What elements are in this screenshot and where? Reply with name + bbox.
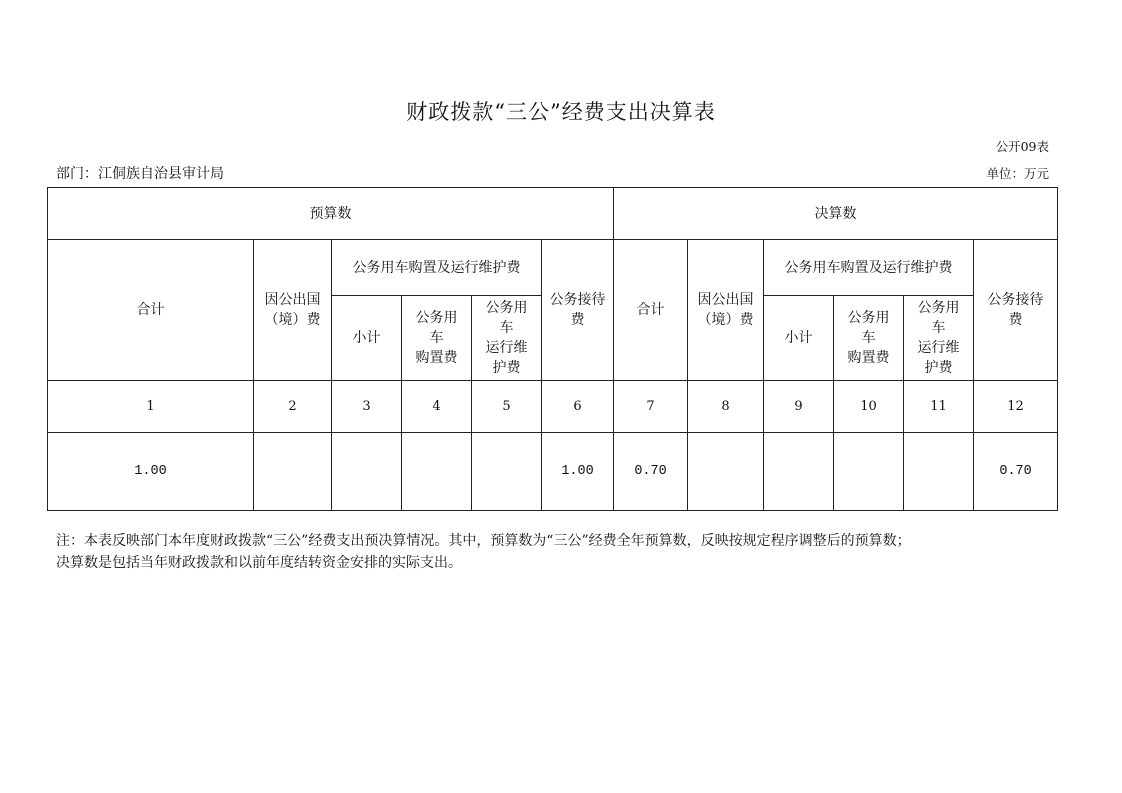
unit-label: 单位：万元 [986, 166, 1049, 181]
footnote-line-1: 注：本表反映部门本年度财政拨款“三公”经费支出预决算情况。其中，预算数为“三公”经费全年预算数，反映按规定程序调整后的预算数； [56, 533, 911, 549]
column-number: 6 [542, 381, 614, 433]
budget-subtotal-header: 小计 [332, 296, 402, 381]
final-purchase-header: 公务用 车 购置费 [834, 296, 904, 381]
budget-abroad-value [254, 433, 332, 511]
column-number: 11 [904, 381, 974, 433]
footnote-line-2: 决算数是包括当年财政拨款和以前年度结转资金安排的实际支出。 [56, 555, 462, 571]
column-number-row [48, 381, 1058, 433]
data-row [48, 433, 1058, 511]
column-number: 7 [614, 381, 688, 433]
budget-total-value: 1.00 [48, 433, 254, 511]
budget-group-header: 预算数 [48, 188, 614, 240]
column-number: 10 [834, 381, 904, 433]
final-purchase-value [834, 433, 904, 511]
final-total-value: 0.70 [614, 433, 688, 511]
column-number: 9 [764, 381, 834, 433]
department-label: 部门：江侗族自治县审计局 [56, 166, 224, 182]
budget-abroad-header: 因公出国 （境）费 [254, 240, 332, 381]
final-group-header: 决算数 [614, 188, 1058, 240]
final-abroad-value [688, 433, 764, 511]
column-number: 12 [974, 381, 1058, 433]
final-maintenance-value [904, 433, 974, 511]
final-total-header: 合计 [614, 240, 688, 381]
budget-subtotal-value [332, 433, 402, 511]
final-reception-header: 公务接待 费 [974, 240, 1058, 381]
final-subtotal-value [764, 433, 834, 511]
final-maintenance-header: 公务用 车 运行维 护费 [904, 296, 974, 381]
budget-maintenance-value [472, 433, 542, 511]
budget-maintenance-header: 公务用 车 运行维 护费 [472, 296, 542, 381]
report-title: 财政拨款“三公”经费支出决算表 [406, 100, 716, 124]
footnote [56, 530, 1056, 574]
expenditure-table [47, 187, 1058, 511]
column-number: 8 [688, 381, 764, 433]
final-subtotal-header: 小计 [764, 296, 834, 381]
group-header-row [48, 188, 1058, 240]
column-number: 3 [332, 381, 402, 433]
column-number: 4 [402, 381, 472, 433]
column-number: 2 [254, 381, 332, 433]
budget-vehicle-group-header: 公务用车购置及运行维护费 [332, 240, 542, 296]
final-vehicle-group-header: 公务用车购置及运行维护费 [764, 240, 974, 296]
final-reception-value: 0.70 [974, 433, 1058, 511]
budget-total-header: 合计 [48, 240, 254, 381]
budget-reception-value: 1.00 [542, 433, 614, 511]
budget-purchase-value [402, 433, 472, 511]
budget-purchase-header: 公务用 车 购置费 [402, 296, 472, 381]
final-abroad-header: 因公出国 （境）费 [688, 240, 764, 381]
column-header-row-1 [48, 240, 1058, 296]
budget-reception-header: 公务接待 费 [542, 240, 614, 381]
column-number: 1 [48, 381, 254, 433]
form-number: 公开09表 [995, 139, 1049, 154]
column-number: 5 [472, 381, 542, 433]
